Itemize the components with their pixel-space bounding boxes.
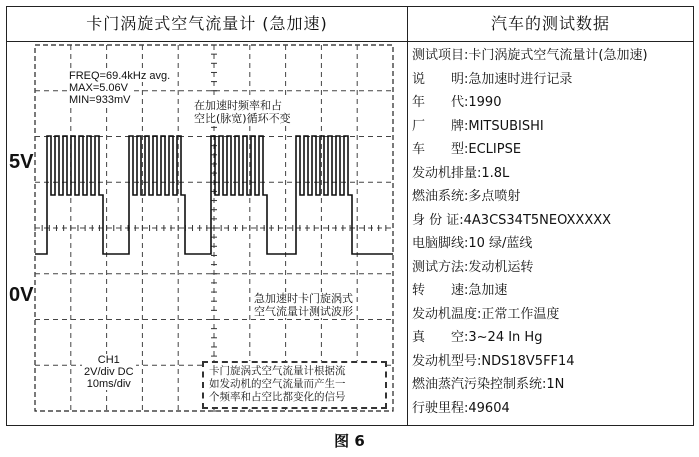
- level-5v-label: 5V: [9, 151, 34, 173]
- test-data-row: 发动机排量:1.8L: [412, 165, 510, 181]
- waveform-description-box: 卡门旋涡式空气流量计根据流 如发动机的空气流量而产生一 个频率和占空比都变化的信号: [202, 361, 387, 409]
- test-data-row: 身 份 证:4A3CS34T5NEOXXXXX: [412, 212, 612, 228]
- max-readout: MAX=5.06V: [69, 82, 129, 94]
- test-data-row: 电脑脚线:10 绿/蓝线: [412, 236, 533, 251]
- test-data-row: 燃油系统:多点喷射: [412, 189, 521, 204]
- test-data-row: 厂 牌:MITSUBISHI: [412, 118, 544, 134]
- lower-annotation: 急加速时卡门旋涡式 空气流量计测试波形: [254, 292, 353, 318]
- test-data-row: 车 型:ECLIPSE: [412, 142, 522, 157]
- test-data-row: 发动机型号:NDS18V5FF14: [412, 353, 575, 369]
- test-data-row: 测试方法:发动机运转: [412, 259, 534, 275]
- test-data-row: 真 空:3~24 In Hg: [412, 330, 543, 345]
- oscilloscope-screen: [7, 43, 396, 414]
- freq-readout: FREQ=69.4kHz avg.: [69, 70, 171, 82]
- figure-caption: 图 6: [334, 432, 365, 450]
- test-data-row: 燃油蒸汽污染控制系统:1N: [412, 377, 565, 392]
- test-data-row: 行驶里程:49604: [412, 400, 510, 416]
- test-data-row: 年 代:1990: [412, 95, 502, 110]
- level-0v-label: 0V: [9, 284, 34, 306]
- test-data-row: 发动机温度:正常工作温度: [412, 306, 560, 322]
- test-data-row: 测试项目:卡门涡旋式空气流量计(急加速): [412, 48, 648, 63]
- data-panel-title: 汽车的测试数据: [490, 14, 610, 33]
- test-data-list: [412, 44, 690, 420]
- scope-panel-title: 卡门涡旋式空气流量计 (急加速): [86, 14, 328, 33]
- panel-divider: [407, 7, 408, 425]
- upper-annotation: 在加速时频率和占 空比(脉宽)循环不变: [194, 99, 291, 125]
- test-data-row: 转 速:急加速: [412, 283, 508, 298]
- channel-settings: CH1 2V/div DC 10ms/div: [84, 354, 134, 390]
- header-divider: [7, 41, 693, 42]
- min-readout: MIN=933mV: [69, 94, 131, 106]
- test-data-row: 说 明:急加速时进行记录: [412, 71, 573, 87]
